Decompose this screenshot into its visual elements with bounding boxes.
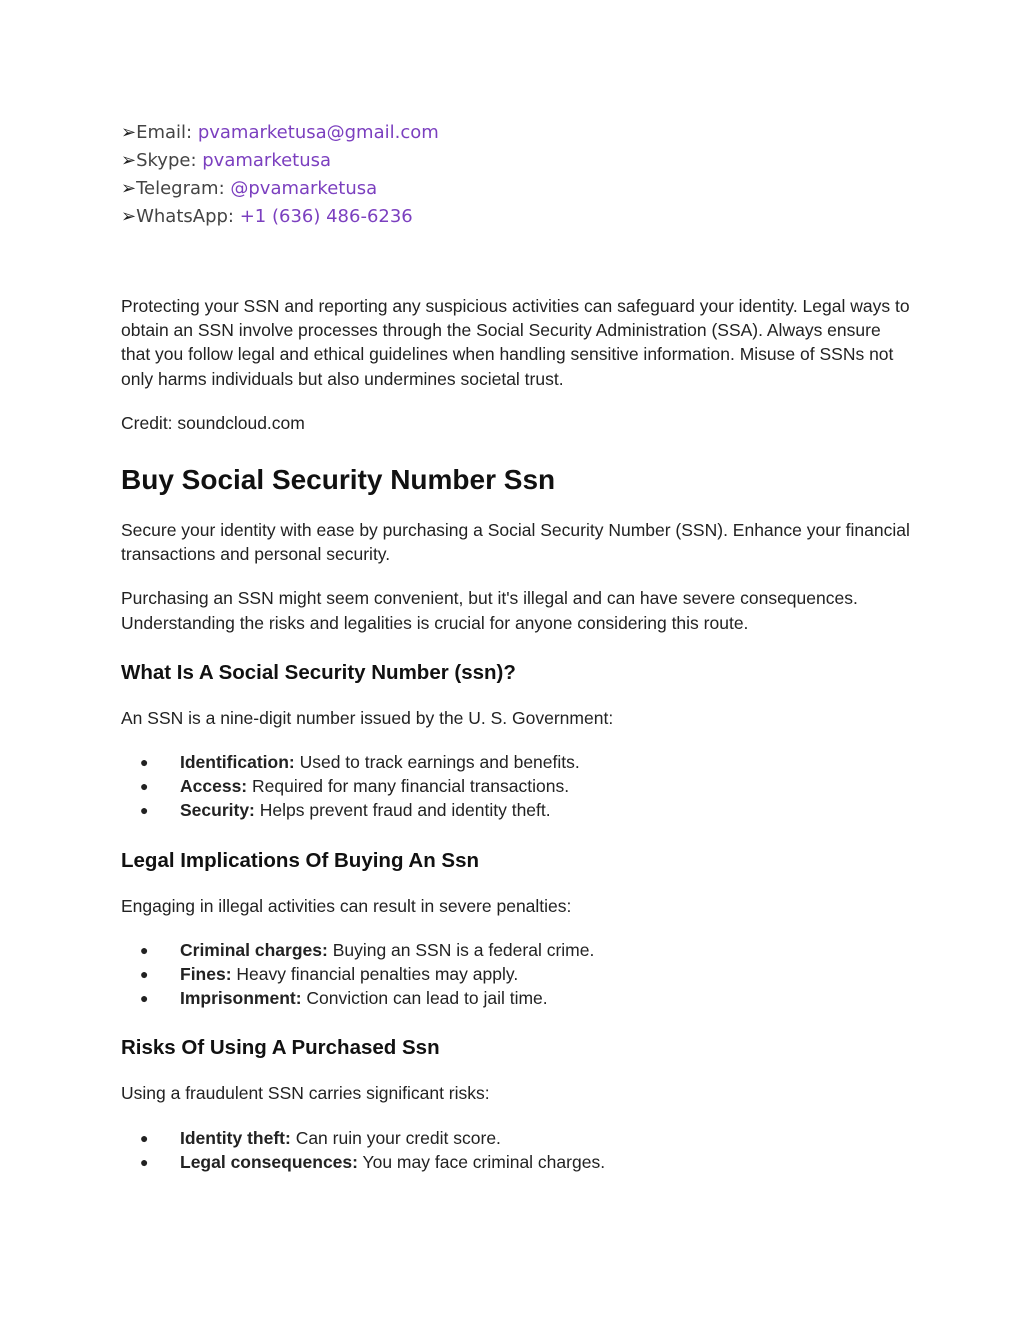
arrow-icon: ➢ <box>121 206 137 227</box>
list-text: Required for many financial transactions. <box>247 776 570 797</box>
telegram-link[interactable]: @pvamarketusa <box>230 178 378 199</box>
bullet-icon: ● <box>140 1153 149 1170</box>
arrow-icon: ➢ <box>121 122 137 143</box>
section-intro: An SSN is a nine-digit number issued by the U. S. Government: <box>121 707 614 728</box>
arrow-icon: ➢ <box>121 178 137 199</box>
section-heading: Legal Implications Of Buying An Ssn <box>121 848 480 872</box>
contact-telegram <box>121 175 439 203</box>
list-term: Imprisonment: <box>180 988 302 1009</box>
section-heading: What Is A Social Security Number (ssn)? <box>121 660 516 684</box>
paragraph: Secure your identity with ease by purchasing a Social Security Number (SSN). Enhance your financial transactions and personal security. <box>121 520 910 565</box>
bullet-list <box>121 938 911 1011</box>
bullet-icon: ● <box>140 966 149 983</box>
bullet-icon: ● <box>140 778 149 795</box>
list-term: Identification: <box>180 752 295 773</box>
bullet-icon: ● <box>140 1129 149 1146</box>
bullet-icon: ● <box>140 941 149 958</box>
skype-link[interactable]: pvamarketusa <box>202 150 332 171</box>
section-heading: Risks Of Using A Purchased Ssn <box>121 1036 440 1060</box>
list-term: Legal consequences: <box>180 1151 358 1172</box>
bullet-icon: ● <box>140 990 149 1007</box>
list-term: Identity theft: <box>180 1127 291 1148</box>
list-term: Security: <box>180 800 255 821</box>
contact-label: Email: <box>136 122 198 143</box>
intro-paragraph: Protecting your SSN and reporting any suspicious activities can safeguard your identity. Legal ways to obtain an SSN involve processes through the Social Security Administration (SSA). Always ensure that you follow legal and ethical guidelines when handling sensitive information. Misuse of SSNs not only harms individuals but also undermines societal trust. <box>121 296 910 389</box>
section-intro: Using a fraudulent SSN carries significant risks: <box>121 1083 490 1104</box>
contact-email <box>121 119 439 147</box>
list-item <box>121 962 911 986</box>
list-item <box>121 938 911 962</box>
contact-block <box>121 119 439 231</box>
list-term: Criminal charges: <box>180 939 328 960</box>
document-body <box>121 294 911 1174</box>
list-item <box>121 986 911 1010</box>
list-text: Can ruin your credit score. <box>290 1127 501 1148</box>
list-item <box>121 750 911 774</box>
section-intro: Engaging in illegal activities can result in severe penalties: <box>121 895 572 916</box>
contact-label: Telegram: <box>136 178 231 199</box>
list-text: Buying an SSN is a federal crime. <box>327 939 595 960</box>
contact-skype <box>121 147 439 175</box>
contact-whatsapp <box>121 203 439 231</box>
list-item <box>121 1150 911 1174</box>
list-text: Used to track earnings and benefits. <box>294 752 580 773</box>
list-item <box>121 1126 911 1150</box>
list-term: Access: <box>180 776 248 797</box>
list-text: Helps prevent fraud and identity theft. <box>254 800 551 821</box>
list-text: You may face criminal charges. <box>357 1151 606 1172</box>
list-item <box>121 774 911 798</box>
bullet-list <box>121 750 911 823</box>
list-text: Conviction can lead to jail time. <box>301 988 548 1009</box>
contact-label: Skype: <box>136 150 203 171</box>
page-title: Buy Social Security Number Ssn <box>121 464 556 496</box>
list-item <box>121 798 911 822</box>
whatsapp-link[interactable]: +1 (636) 486-6236 <box>239 206 413 227</box>
arrow-icon: ➢ <box>121 150 137 171</box>
contact-label: WhatsApp: <box>136 206 240 227</box>
paragraph: Purchasing an SSN might seem convenient, but it's illegal and can have severe consequences. Understanding the risks and legalities is crucial for anyone considering this route. <box>121 588 858 633</box>
bullet-list <box>121 1126 911 1174</box>
bullet-icon: ● <box>140 754 149 771</box>
credit-line: Credit: soundcloud.com <box>121 412 305 433</box>
email-link[interactable]: pvamarketusa@gmail.com <box>197 122 439 143</box>
list-text: Heavy financial penalties may apply. <box>231 964 519 985</box>
list-term: Fines: <box>180 964 232 985</box>
bullet-icon: ● <box>140 802 149 819</box>
